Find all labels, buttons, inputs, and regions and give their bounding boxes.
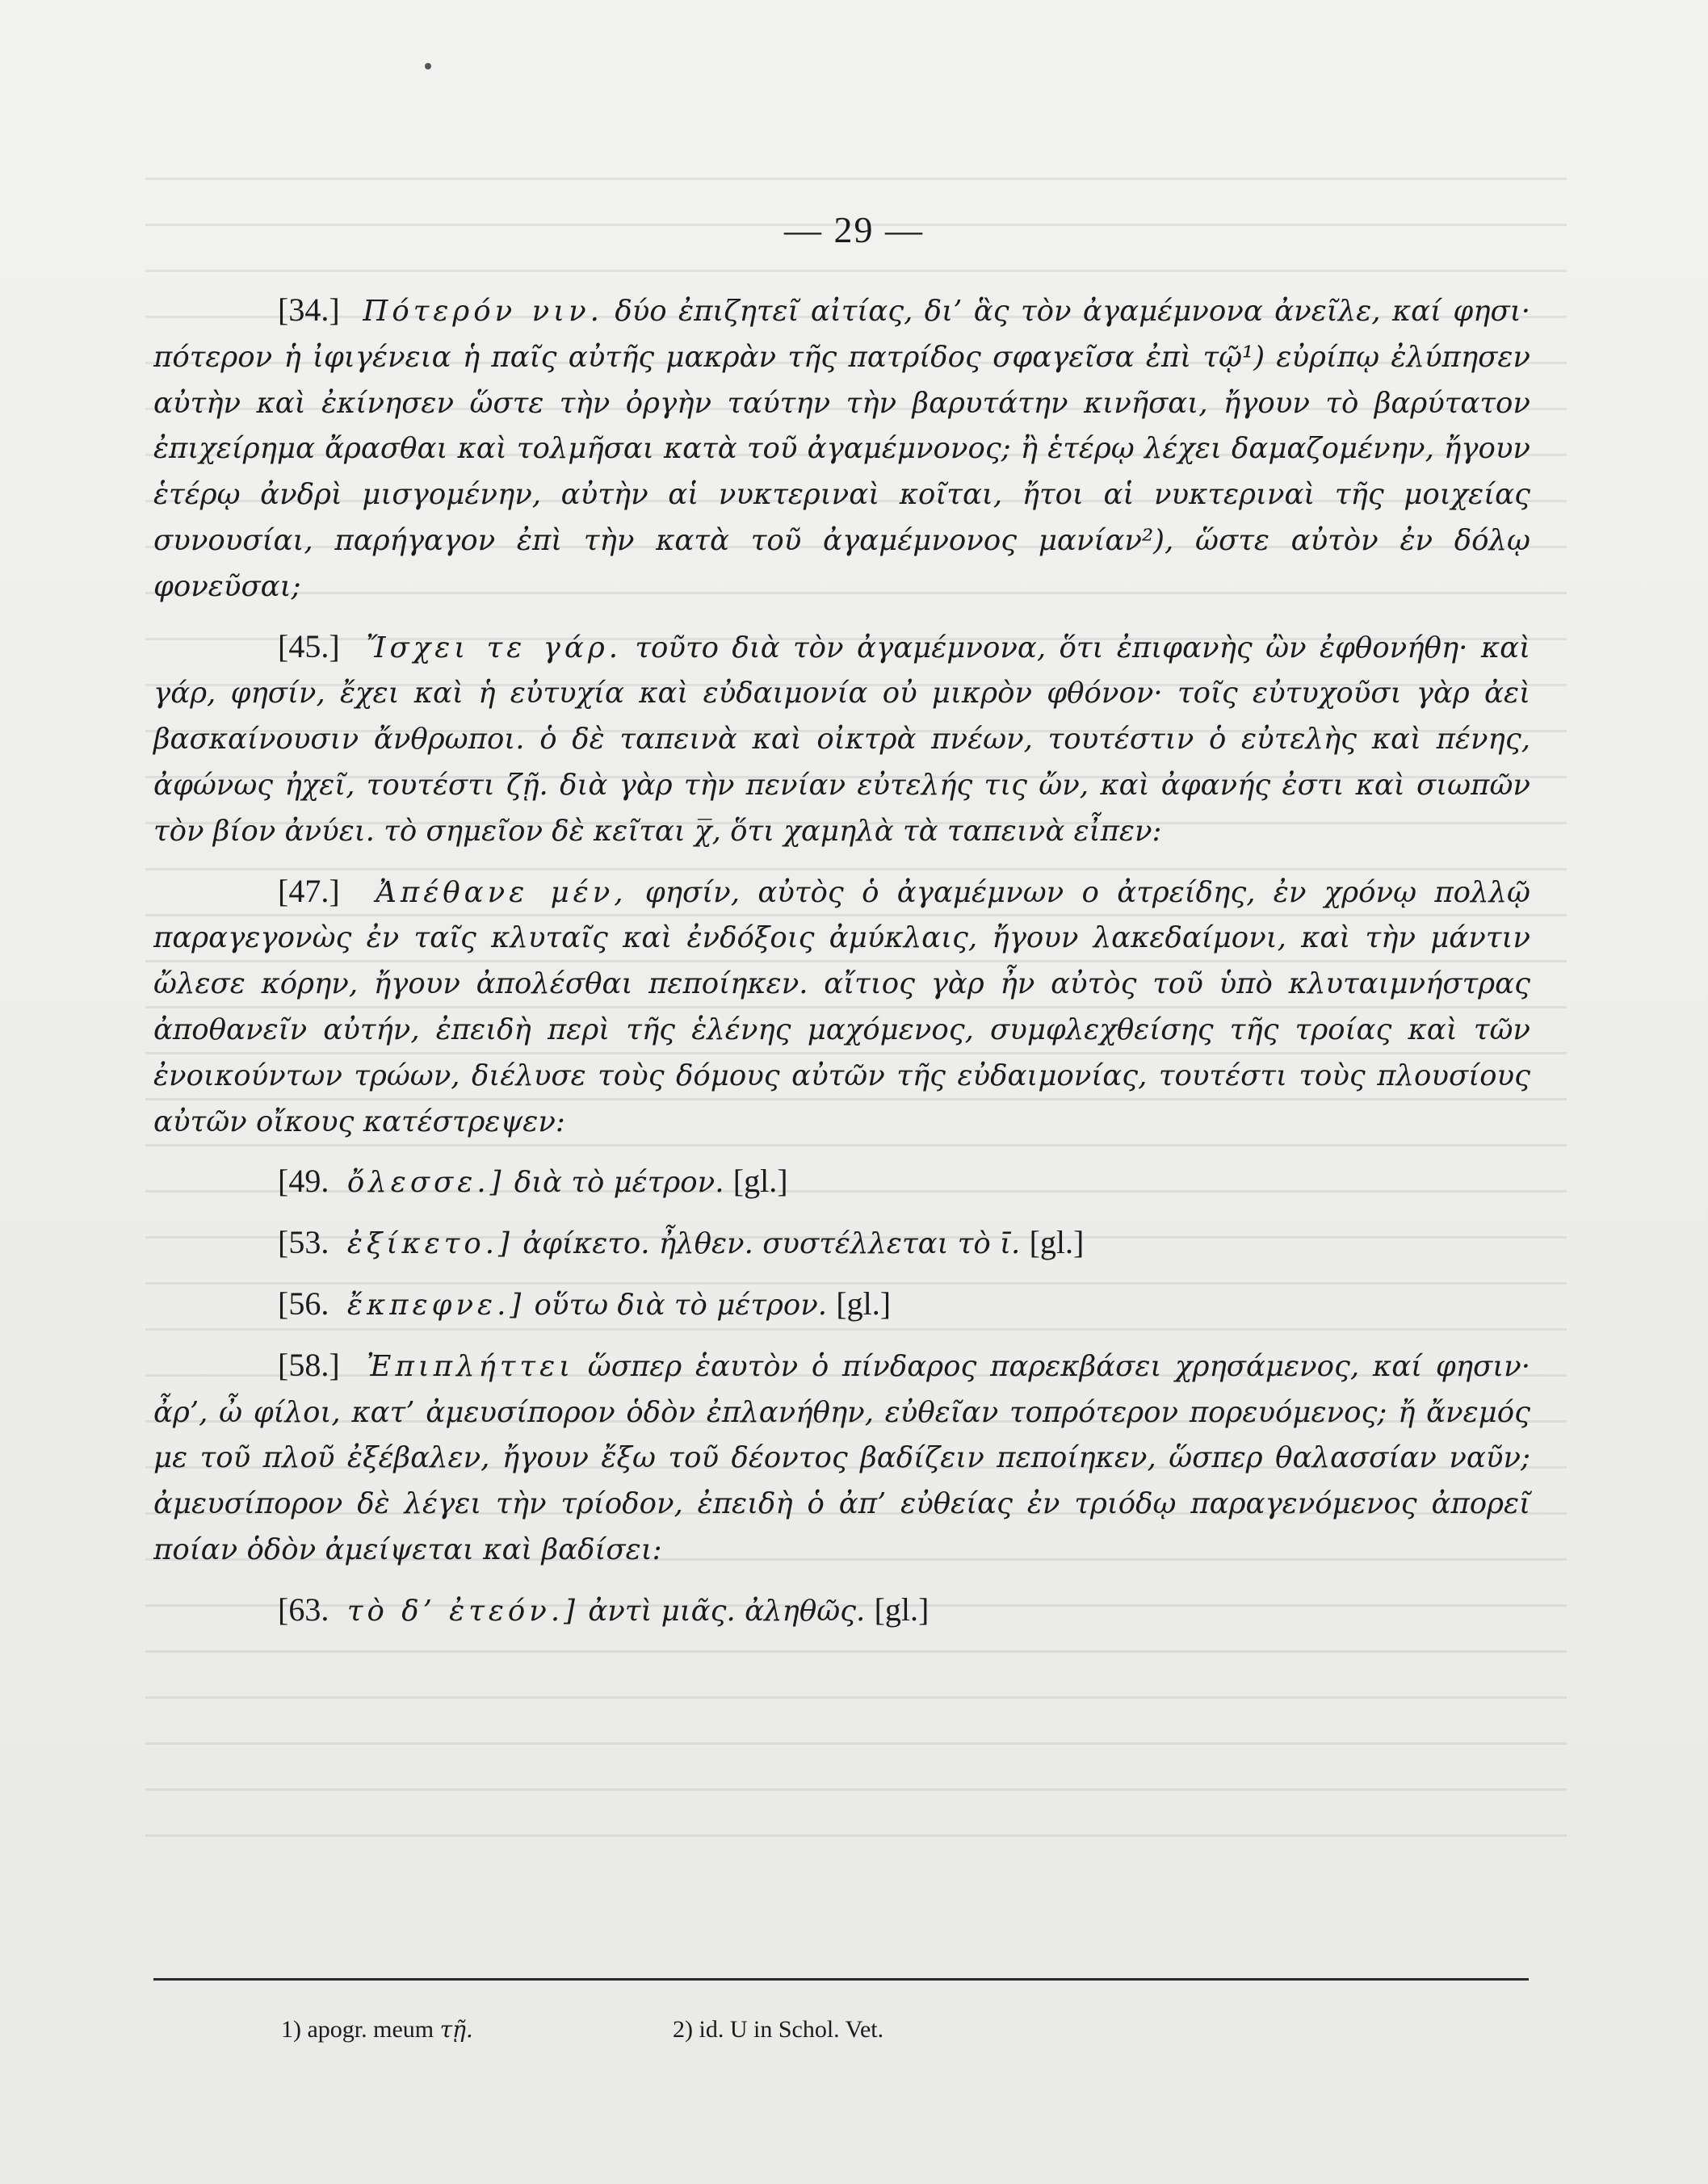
scholion-56: [153, 1281, 1530, 1329]
scholion-text: τοῦτο διὰ τὸν ἀγαμέμνονα, ὅτι ἐπιφανὴς ὢν ἐφθονήθη· καὶ γάρ, φησίν, ἔχει καὶ ἡ εὐτυχία καὶ εὐδαιμονία οὐ μικρὸν φθόνον· τοῖς εὐτυχοῦσι γὰρ ἀεὶ βασκαίνουσιν ἄνθρωποι. ὁ δὲ ταπεινὰ καὶ οἰκτρὰ πνέων, τουτέστιν ὁ εὐτελὴς καὶ πένης, ἀφώνως ἠχεῖ, τουτέστι ζῇ. διὰ γὰρ τὴν πενίαν εὐτελής τις ὤν, καὶ ἀφανής ἐστι καὶ σιωπῶν τὸν βίον ἀνύει. τὸ σημεῖον δὲ κεῖται χ̅, ὅτι χαμηλὰ τὰ ταπεινὰ εἶπεν:: [153, 631, 1530, 848]
ink-speck: [425, 63, 431, 69]
lemma: τὸ δ’ ἐτεόν.]: [346, 1594, 579, 1628]
verse-ref: [34.]: [278, 291, 340, 328]
lemma: Ἐπιπλήττει: [367, 1349, 575, 1383]
gloss-marker: [gl.]: [836, 1285, 892, 1322]
verse-ref: [49.: [278, 1163, 329, 1200]
scholion-text: φησίν, αὐτὸς ὁ ἀγαμέμνων ο ἀτρείδης, ἐν χρόνῳ πολλῷ παραγεγονὼς ἐν ταῖς κλυταῖς καὶ ἐνδόξοις ἀμύκλαις, ἤγουν λακεδαίμονι, καὶ τὴν μάντιν ὤλεσε κόρην, ἤγουν ἀπολέσθαι πεποίηκεν. αἴτιος γὰρ ἦν αὐτὸς τοῦ ὑπὸ κλυταιμνήστρας ἀποθανεῖν αὐτήν, ἐπειδὴ περὶ τῆς ἑλένης μαχόμενος, συμφλεχθείσης τῆς τροίας καὶ τῶν ἐνοικούντων τρώων, διέλυσε τοὺς δόμους αὐτῶν τῆς εὐδαιμονίας, τουτέστι τοὺς πλουσίους αὐτῶν οἴκους κατέστρεψεν:: [153, 875, 1530, 1138]
verse-ref: [63.: [278, 1591, 329, 1628]
scholion-63: [153, 1587, 1530, 1635]
verse-ref: [45.]: [278, 627, 340, 664]
scholion-text: οὕτω διὰ τὸ μέτρον.: [525, 1288, 837, 1322]
footnote-2: 2) id. U in Schol. Vet.: [673, 2016, 884, 2043]
lemma: Ἴσχει τε γάρ.: [366, 631, 623, 664]
verse-ref: [47.]: [278, 872, 340, 909]
lemma: ἔκπεφνε.]: [346, 1288, 526, 1322]
lemma: ὄλεσσε.]: [346, 1166, 506, 1200]
footnote-1-label: 1) apogr. meum: [281, 2016, 434, 2043]
footnote-1: [281, 2016, 473, 2043]
verse-ref: [53.: [278, 1224, 329, 1261]
scholia-body: [153, 287, 1530, 1649]
gloss-marker: [gl.]: [874, 1591, 930, 1628]
scholion-34: [153, 287, 1530, 610]
scholion-49: [153, 1159, 1530, 1206]
footnote-1-greek: τῇ.: [439, 2016, 473, 2043]
scholion-58: [153, 1343, 1530, 1574]
scholion-47: [153, 869, 1530, 1146]
scholion-text: ἀντὶ μιᾶς. ἀληθῶς.: [578, 1594, 875, 1628]
footnote-rule: [153, 1978, 1529, 1981]
lemma: Ἀπέθανε μέν,: [376, 875, 627, 909]
scholion-text: ὥσπερ ἑαυτὸν ὁ πίνδαρος παρεκβάσει χρησάμενος, καί φησιν· ἆρ’, ὦ φίλοι, κατ’ ἀμευσίπορον ὁδὸν ἐπλανήθην, εὐθεῖαν τοπρότερον πορευόμενος; ἤ ἄνεμός με τοῦ πλοῦ ἐξέβαλεν, ἤγουν ἔξω τοῦ δέοντος βαδίζειν πεποίηκεν, ὥσπερ θαλασσίαν ναῦν; ἀμευσίπορον δὲ λέγει τὴν τρίοδον, ἐπειδὴ ὁ ἀπ’ εὐθείας ἐν τριόδῳ παραγενόμενος ἀπορεῖ ποίαν ὁδὸν ἀμείψεται καὶ βαδίσει:: [153, 1349, 1530, 1566]
scholion-text: διὰ τὸ μέτρον.: [505, 1166, 733, 1200]
page-number: — 29 —: [784, 209, 924, 250]
scholion-45: [153, 624, 1530, 855]
gloss-marker: [gl.]: [732, 1163, 788, 1200]
gloss-marker: [gl.]: [1029, 1224, 1085, 1261]
verse-ref: [58.]: [278, 1346, 340, 1383]
scholion-53: [153, 1220, 1530, 1268]
lemma: Πότερόν νιν.: [363, 295, 603, 328]
lemma: ἐξίκετο.]: [346, 1227, 514, 1261]
scholion-text: ἀφίκετο. ἦλθεν. συστέλλεται τὸ ῑ.: [513, 1227, 1030, 1261]
footnotes: [281, 2016, 884, 2044]
scholion-text: δύο ἐπιζητεῖ αἰτίας, δι’ ἃς τὸν ἀγαμέμνονα ἀνεῖλε, καί φησι· πότερον ἡ ἰφιγένεια ἡ παῖς αὐτῆς μακρὰν τῆς πατρίδος σφαγεῖσα ἐπὶ τῷ¹) εὐρίπῳ ἐλύπησεν αὐτὴν καὶ ἐκίνησεν ὥστε τὴν ὀργὴν ταύτην τὴν βαρυτάτην κινῆσαι, ἤγουν τὸ βαρύτατον ἐπιχείρημα ἄρασθαι καὶ τολμῆσαι κατὰ τοῦ ἀγαμέμνονος; ἢ ἑτέρῳ λέχει δαμαζομένην, ἤγουν ἑτέρῳ ἀνδρὶ μισγομένην, αὐτὴν αἱ νυκτεριναὶ κοῖται, ἤτοι αἱ νυκτεριναὶ τῆς μοιχείας συνουσίαι, παρήγαγον ἐπὶ τὴν κατὰ τοῦ ἀγαμέμνονος μανίαν²), ὥστε αὐτὸν ἐν δόλῳ φονεῦσαι;: [153, 295, 1530, 603]
verse-ref: [56.: [278, 1285, 329, 1322]
